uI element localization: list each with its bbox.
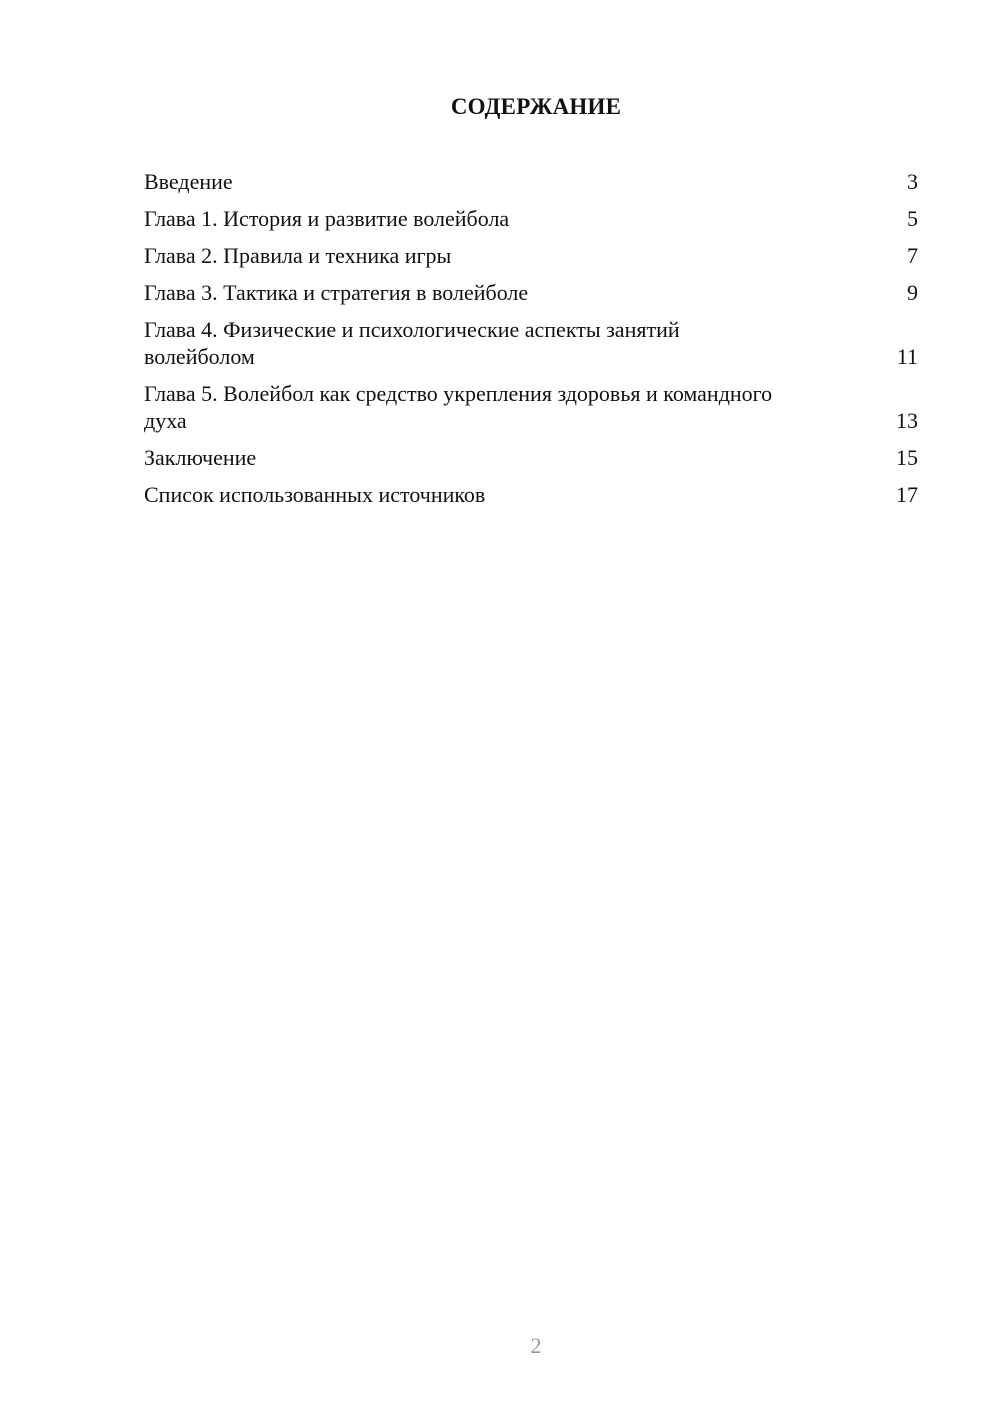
toc-entry-chapter-2 xyxy=(144,242,918,269)
toc-entry-page: 7 xyxy=(907,243,918,268)
page-number: 2 xyxy=(530,1333,542,1358)
toc-entry-page: 9 xyxy=(907,280,918,305)
page-title: СОДЕРЖАНИЕ xyxy=(450,94,622,119)
toc-entry-page: 13 xyxy=(896,408,918,433)
table-of-contents xyxy=(144,168,918,518)
toc-entry-chapter-4 xyxy=(144,316,918,370)
toc-entry-page: 17 xyxy=(896,482,918,507)
toc-entry-chapter-1 xyxy=(144,205,918,232)
toc-entry-title: Глава 5. Волейбол как средство укрепления здоровья и командного духа xyxy=(144,381,773,433)
toc-entry-title: Глава 4. Физические и психологические аспекты занятий волейболом xyxy=(144,317,680,369)
toc-entry-page: 5 xyxy=(907,206,918,231)
toc-entry-title: Заключение xyxy=(144,445,257,470)
toc-entry-references xyxy=(144,481,918,508)
toc-entry-title: Глава 2. Правила и техника игры xyxy=(144,243,452,268)
toc-entry-title: Глава 3. Тактика и стратегия в волейболе xyxy=(144,280,529,305)
toc-entry-title: Введение xyxy=(144,169,233,194)
toc-entry-conclusion xyxy=(144,444,918,471)
toc-entry-title: Список использованных источников xyxy=(144,482,486,507)
toc-entry-chapter-3 xyxy=(144,279,918,306)
toc-entry-page: 3 xyxy=(907,169,918,194)
toc-entry-page: 11 xyxy=(896,344,918,369)
toc-entry-title: Глава 1. История и развитие волейбола xyxy=(144,206,510,231)
toc-entry-introduction xyxy=(144,168,918,195)
toc-entry-page: 15 xyxy=(896,445,918,470)
toc-entry-chapter-5 xyxy=(144,380,918,434)
